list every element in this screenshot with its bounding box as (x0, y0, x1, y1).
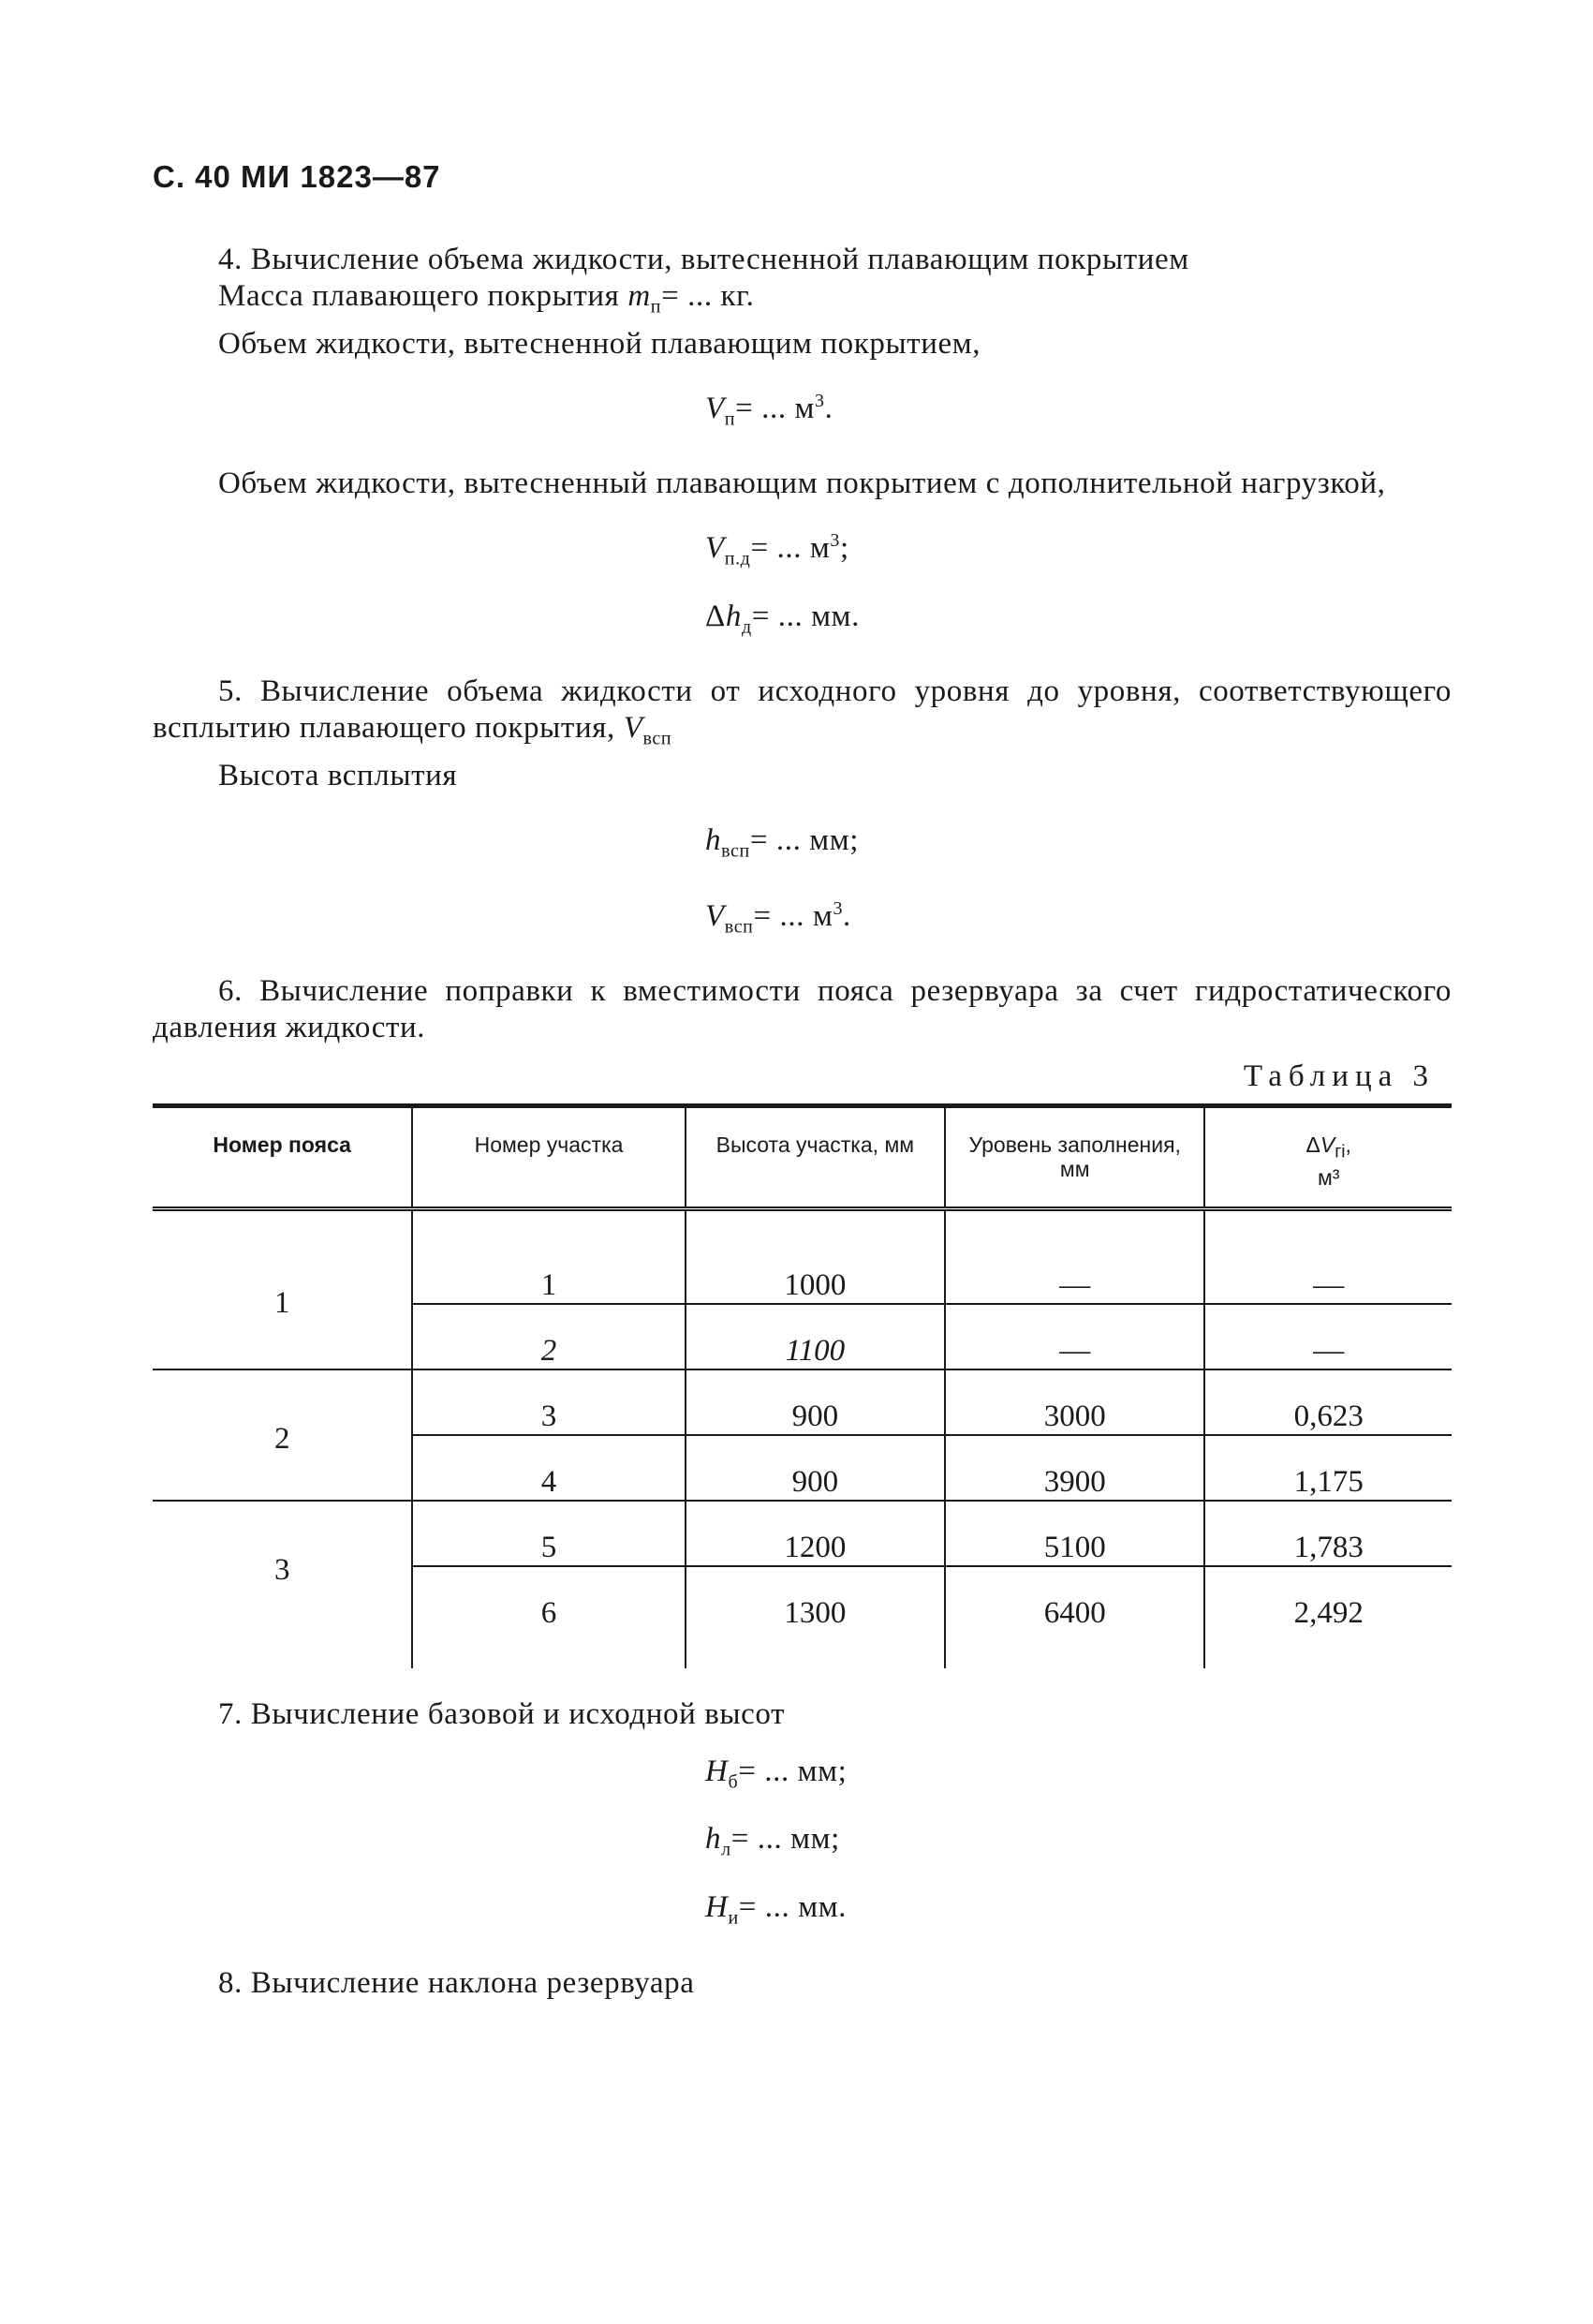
formula-vpd (153, 523, 1452, 578)
section-5-title-text: 5. Вычисление объема жидкости от исходного уровня до уровня, соответствующего всплытию плавающего покрытия, (153, 674, 1452, 746)
belt-cell: 1 (153, 1208, 412, 1369)
formula-vpd-rest: = ... м (750, 531, 831, 566)
formula-vpd-sub: п.д (724, 548, 751, 570)
formula-hi-var: H (705, 1889, 729, 1924)
height-cell: 1000 (686, 1208, 945, 1304)
formula-vvsp-end: . (843, 898, 851, 933)
header-dv-var: V (1320, 1132, 1335, 1158)
height-cell: 1100 (686, 1304, 945, 1369)
formula-hi-sub: и (728, 1907, 739, 1929)
section-cell: 2 (412, 1304, 685, 1369)
formula-hvsp-var: h (705, 822, 722, 857)
formula-vvsp (153, 891, 1452, 946)
level-cell: 3900 (945, 1435, 1204, 1501)
height-cell: 1300 (686, 1566, 945, 1631)
header-dv: $\Delta V_{гi}$, м³ (1204, 1106, 1452, 1209)
formula-vvsp-sup: 3 (833, 897, 844, 919)
formula-hb-var: H (705, 1754, 729, 1788)
dv-cell: — (1204, 1208, 1452, 1304)
level-cell: 6400 (945, 1566, 1204, 1631)
height-cell: 900 (686, 1369, 945, 1435)
formula-hl-sub: л (721, 1839, 731, 1860)
section-cell: 4 (412, 1435, 685, 1501)
formula-hl-rest: = ... мм; (730, 1822, 840, 1857)
section-cell: 5 (412, 1501, 685, 1566)
table-3 (153, 1103, 1452, 1668)
header-level: Уровень заполнения, мм (945, 1106, 1204, 1209)
formula-hvsp-rest: = ... мм; (749, 822, 860, 857)
table-label: Таблица 3 (1243, 1059, 1435, 1094)
mass-var: m (627, 279, 651, 313)
formula-hl-var: h (705, 1822, 722, 1857)
page-content (153, 242, 1452, 2002)
formula-vvsp-sub: всп (724, 916, 754, 938)
section-5-title-sub: всп (642, 728, 672, 749)
dv-cell: — (1204, 1304, 1452, 1369)
formula-vpd-end: ; (840, 531, 849, 566)
mass-suffix: = ... кг. (661, 279, 755, 313)
formula-hi (153, 1889, 1452, 1937)
height-cell: 900 (686, 1435, 945, 1501)
formula-vp-sub: п (724, 408, 736, 430)
formula-dhd-var: h (725, 599, 742, 633)
section-4-title: 4. Вычисление объема жидкости, вытесненной плавающим покрытием (218, 243, 1189, 276)
dv-cell: 1,175 (1204, 1435, 1452, 1501)
formula-hb-sub: б (728, 1771, 739, 1793)
dv-cell: 0,623 (1204, 1369, 1452, 1435)
dv-cell: 2,492 (1204, 1566, 1452, 1631)
table-tail-row (153, 1631, 1452, 1668)
section-cell: 1 (412, 1208, 685, 1304)
height-cell: 1200 (686, 1501, 945, 1566)
table-row (153, 1369, 1452, 1435)
mass-line (153, 278, 1452, 326)
extra-load-line: Объем жидкости, вытесненный плавающим покрытием с дополнительной нагрузкой, (218, 466, 1386, 501)
section-cell: 3 (412, 1369, 685, 1435)
formula-dhd (153, 599, 1452, 646)
formula-hb (153, 1754, 1452, 1801)
mass-prefix: Масса плавающего покрытия (218, 279, 620, 313)
formula-vp-var: V (705, 391, 725, 425)
header-section: Номер участка (412, 1106, 685, 1209)
formula-vp-end: . (824, 391, 833, 425)
mass-sub: п (650, 296, 662, 318)
page-header: С. 40 МИ 1823—87 (153, 159, 441, 194)
formula-vpd-var: V (705, 531, 725, 566)
table-row (153, 1501, 1452, 1566)
section-6-title: 6. Вычисление поправки к вместимости пояса резервуара за счет гидростатического давления жидкости. (153, 974, 1452, 1045)
header-dv-delta: Δ (1305, 1132, 1320, 1158)
level-cell: — (945, 1208, 1204, 1304)
header-dv-unit: м³ (1317, 1164, 1340, 1190)
formula-dhd-sub: д (741, 616, 752, 638)
table-header-row (153, 1106, 1452, 1209)
header-height: Высота участка, мм (686, 1106, 945, 1209)
dv-cell: 1,783 (1204, 1501, 1452, 1566)
formula-vpd-sup: 3 (830, 530, 841, 552)
level-cell: 3000 (945, 1369, 1204, 1435)
section-cell: 6 (412, 1566, 685, 1631)
level-cell: — (945, 1304, 1204, 1369)
formula-hvsp (153, 822, 1452, 870)
formula-vvsp-rest: = ... м (753, 898, 833, 933)
table-row (153, 1208, 1452, 1304)
formula-vp-sup: 3 (815, 390, 825, 411)
formula-vp (153, 383, 1452, 438)
section-8-title: 8. Вычисление наклона резервуара (218, 1965, 695, 2000)
formula-hi-rest: = ... мм. (738, 1889, 848, 1924)
header-belt: Номер пояса (153, 1106, 412, 1209)
height-line: Высота всплытия (218, 758, 458, 792)
formula-vvsp-var: V (705, 898, 725, 933)
formula-dhd-rest: = ... мм. (751, 599, 860, 633)
header-dv-sub: гi (1335, 1142, 1346, 1162)
formula-hvsp-sub: всп (721, 840, 750, 862)
formula-vp-rest: = ... м (735, 391, 816, 425)
formula-hl (153, 1821, 1452, 1869)
section-7-title: 7. Вычисление базовой и исходной высот (218, 1696, 786, 1731)
section-5-title-var: V (623, 711, 643, 746)
formula-dhd-delta: Δ (705, 599, 726, 633)
formula-hb-rest: = ... мм; (738, 1754, 848, 1788)
section-5-title (153, 674, 1452, 758)
level-cell: 5100 (945, 1501, 1204, 1566)
volume-line: Объем жидкости, вытесненной плавающим покрытием, (218, 326, 981, 361)
belt-cell: 3 (273, 1553, 290, 1588)
belt-cell: 2 (153, 1369, 412, 1501)
